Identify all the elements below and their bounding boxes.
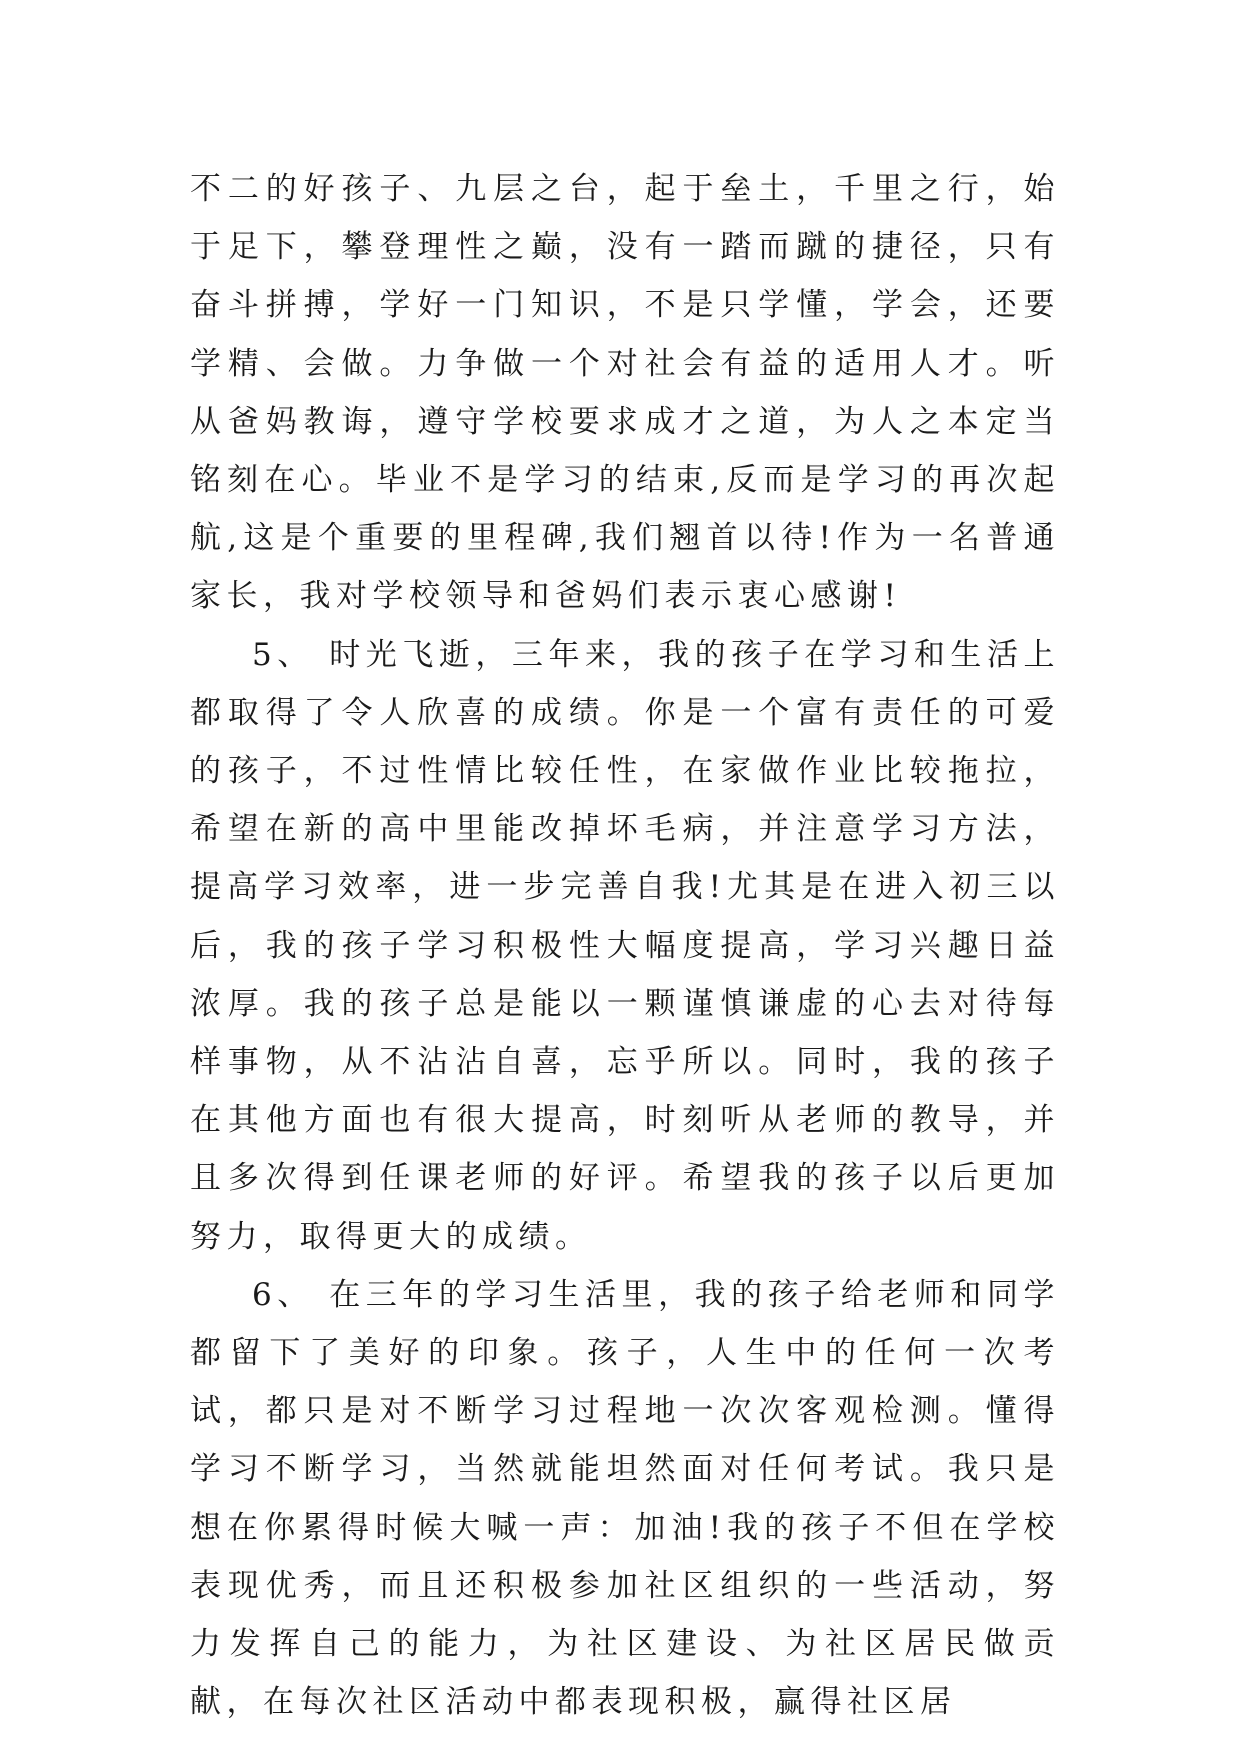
paragraph-continued: 不二的好孩子、九层之台，起于垒土，千里之行，始于足下，攀登理性之巅，没有一踏而蹴的捷径，只有奋斗拼搏，学好一门知识，不是只学懂，学会，还要学精、会做。力争做一个对社会有益的适用人才。听从爸妈教诲，遵守学校要求成才之道，为人之本定当铭刻在心。毕业不是学习的结束,反而是学习的再次起航,这是个重要的里程碑,我们翘首以待!作为一名普通家长，我对学校领导和爸妈们表示衷心感谢! xyxy=(190,171,1060,615)
paragraph-item-6: 6、 在三年的学习生活里，我的孩子给老师和同学都留下了美好的印象。孩子，人生中的任何一次考试，都只是对不断学习过程地一次次客观检测。懂得学习不断学习，当然就能坦然面对任何考试。我只是想在你累得时候大喊一声：加油!我的孩子不但在学校表现优秀，而且还积极参加社区组织的一些活动，努力发挥自己的能力，为社区建设、为社区居民做贡献，在每次社区活动中都表现积极，赢得社区居 xyxy=(190,1276,1060,1721)
document-body xyxy=(190,160,1060,1731)
paragraph-item-5: 5、 时光飞逝，三年来，我的孩子在学习和生活上都取得了令人欣喜的成绩。你是一个富有责任的可爱的孩子，不过性情比较任性，在家做作业比较拖拉，希望在新的高中里能改掉坏毛病，并注意学习方法，提高学习效率，进一步完善自我!尤其是在进入初三以后，我的孩子学习积极性大幅度提高，学习兴趣日益浓厚。我的孩子总是能以一颗谨慎谦虚的心去对待每样事物，从不沾沾自喜，忘乎所以。同时，我的孩子在其他方面也有很大提高，时刻听从老师的教导，并且多次得到任课老师的好评。希望我的孩子以后更加努力，取得更大的成绩。 xyxy=(190,636,1060,1255)
